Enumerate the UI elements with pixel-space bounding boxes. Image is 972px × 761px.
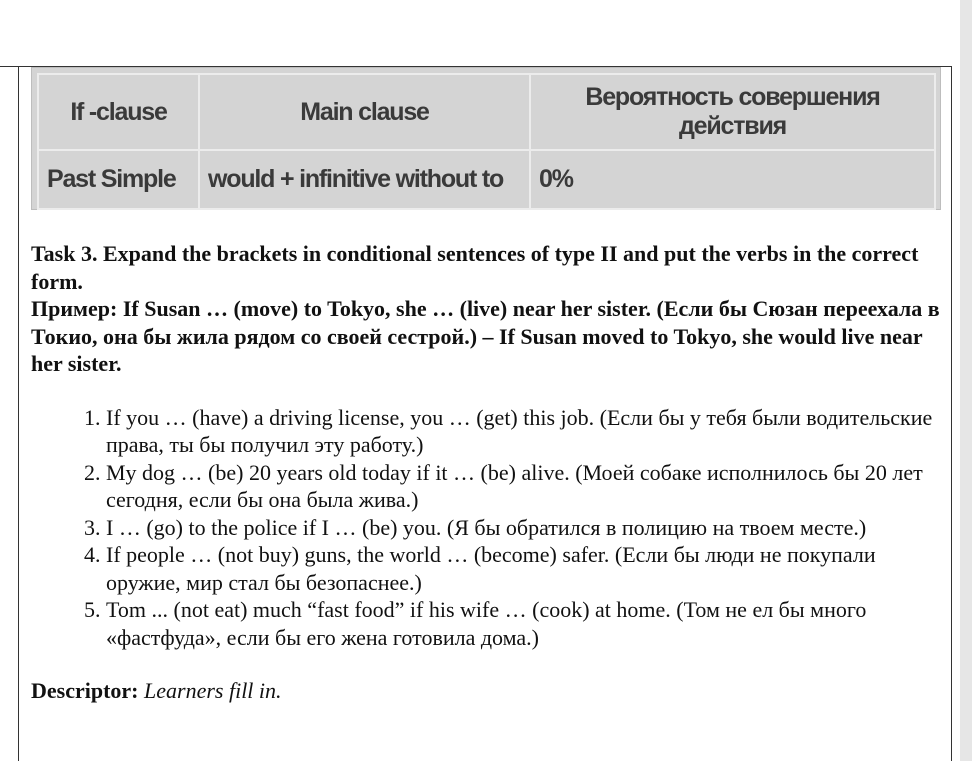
header-if-clause: If -clause	[38, 74, 199, 150]
table-header-row	[38, 74, 935, 150]
list-item: 2. My dog … (be) 20 years old today if it … (be) alive. (Моей собаке исполнилось бы 20 лет сегодня, если бы она была жива.)	[106, 459, 941, 514]
cell-tense: Past Simple	[38, 150, 199, 209]
conditional-table	[37, 73, 936, 210]
cell-probability: 0%	[530, 150, 935, 209]
header-probability: Вероятность совершения действия	[530, 74, 935, 150]
header-main-clause: Main clause	[199, 74, 530, 150]
list-item: 4. If people … (not buy) guns, the world … (become) safer. (Если бы люди не покупали оружие, мир стал бы безопаснее.)	[106, 541, 941, 596]
task-title: Task 3. Expand the brackets in conditional sentences of type II and put the verbs in the correct form.	[31, 241, 919, 294]
document-body	[31, 240, 941, 705]
task-example: Пример: If Susan … (move) to Tokyo, she … (live) near her sister. (Если бы Сюзан переехала в Токио, она бы жила рядом со своей сестрой.) – If Susan moved to Tokyo, she would live near her sister.	[31, 296, 940, 376]
descriptor-label: Descriptor:	[31, 678, 139, 703]
descriptor	[31, 677, 941, 705]
table-row	[38, 150, 935, 209]
exercise-list	[31, 404, 941, 652]
page-left-border	[18, 66, 19, 761]
list-item: 1. If you … (have) a driving license, you … (get) this job. (Если бы у тебя были водительские права, ты бы получил эту работу.)	[106, 404, 941, 459]
page-right-border	[951, 66, 952, 761]
list-item: 3. I … (go) to the police if I … (be) you. (Я бы обратился в полицию на твоем месте.)	[106, 514, 941, 542]
conditional-table-image	[31, 67, 941, 210]
cell-main-clause: would + infinitive without to	[199, 150, 530, 209]
descriptor-value: Learners fill in.	[144, 678, 282, 703]
list-item: 5. Tom ... (not eat) much “fast food” if his wife … (cook) at home. (Том не ел бы много «фастфуда», если бы его жена готовила дома.)	[106, 596, 941, 651]
window-edge	[960, 0, 972, 761]
